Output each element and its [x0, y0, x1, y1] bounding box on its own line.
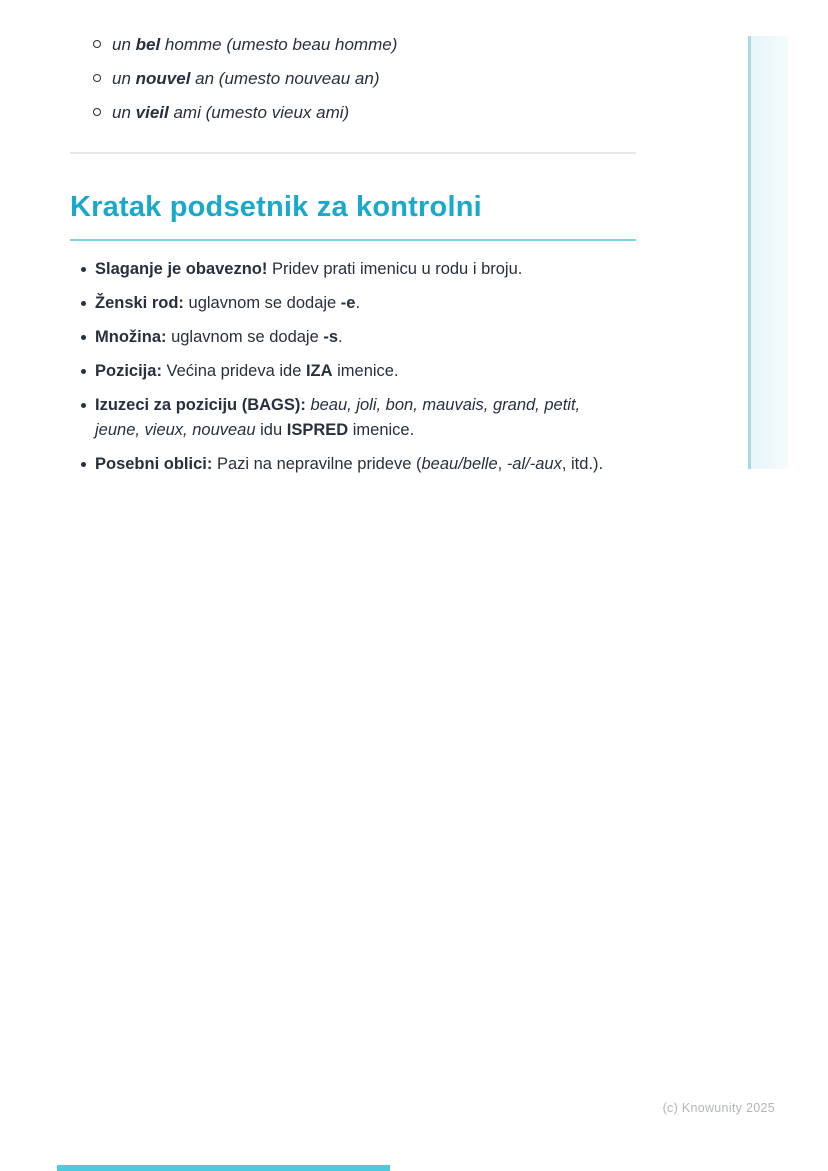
text-segment: . [338, 328, 343, 346]
text-segment: beau/belle [421, 455, 498, 473]
list-item [70, 393, 636, 443]
example-sublist [70, 34, 636, 124]
text-segment: nouveau an [284, 69, 374, 88]
text-segment: Izuzeci za poziciju (BAGS): [95, 396, 306, 414]
text-segment: , itd.). [561, 455, 604, 473]
text-segment: un [112, 69, 136, 88]
bottom-accent-bar [57, 1165, 390, 1171]
text-segment: vieux ami [271, 103, 344, 122]
text-segment: beau, joli, bon, mauvais, grand, petit, [310, 396, 581, 414]
text-segment: Slaganje je obavezno! [95, 260, 268, 278]
text-segment: Ženski rod: [95, 294, 184, 312]
text-segment: an [190, 69, 219, 88]
text-segment: Većina prideva ide [161, 362, 306, 380]
list-item [70, 257, 636, 282]
text-segment: bel [135, 35, 161, 54]
text-segment: idu [255, 421, 287, 439]
text-segment: Pazi na nepravilne prideve ( [212, 455, 422, 473]
list-item [93, 68, 636, 90]
summary-list [70, 257, 636, 477]
text-segment: imenice. [348, 421, 415, 439]
text-segment: ) [391, 35, 398, 54]
text-segment: un [112, 35, 136, 54]
text-segment: vieil [135, 103, 169, 122]
list-item [70, 291, 636, 316]
text-segment: (umesto [226, 35, 293, 54]
text-segment: ) [343, 103, 350, 122]
text-segment: jeune, vieux, nouveau [95, 421, 256, 439]
list-item [70, 452, 636, 477]
text-segment: -s [323, 328, 339, 346]
text-segment: uglavnom se dodaje [183, 294, 341, 312]
list-item [70, 359, 636, 384]
text-segment: nouvel [135, 69, 191, 88]
text-segment: ) [373, 69, 380, 88]
section-heading: Kratak podsetnik za kontrolni [70, 190, 636, 241]
text-segment: Množina: [95, 328, 167, 346]
section-divider [70, 152, 636, 154]
footer-credit: (c) Knowunity 2025 [662, 1101, 775, 1115]
text-segment: IZA [305, 362, 333, 380]
list-item [93, 102, 636, 124]
list-item [70, 325, 636, 350]
text-segment: un [112, 103, 136, 122]
text-segment: Pozicija: [95, 362, 162, 380]
page-content [70, 0, 636, 486]
text-segment: imenice. [332, 362, 399, 380]
text-segment: beau homme [292, 35, 392, 54]
list-item [93, 34, 636, 56]
text-segment: homme [160, 35, 227, 54]
text-segment: Pridev prati imenicu u rodu i broju. [267, 260, 523, 278]
text-segment: . [355, 294, 361, 312]
text-segment: (umesto [218, 69, 285, 88]
text-segment: uglavnom se dodaje [166, 328, 324, 346]
text-segment: -e [340, 294, 356, 312]
text-segment: -al/-aux [506, 455, 562, 473]
text-segment: ami [168, 103, 206, 122]
text-segment: , [497, 455, 507, 473]
text-segment: ISPRED [286, 421, 349, 439]
text-segment: (umesto [205, 103, 272, 122]
side-highlight-strip [748, 36, 788, 469]
text-segment: Posebni oblici: [95, 455, 213, 473]
